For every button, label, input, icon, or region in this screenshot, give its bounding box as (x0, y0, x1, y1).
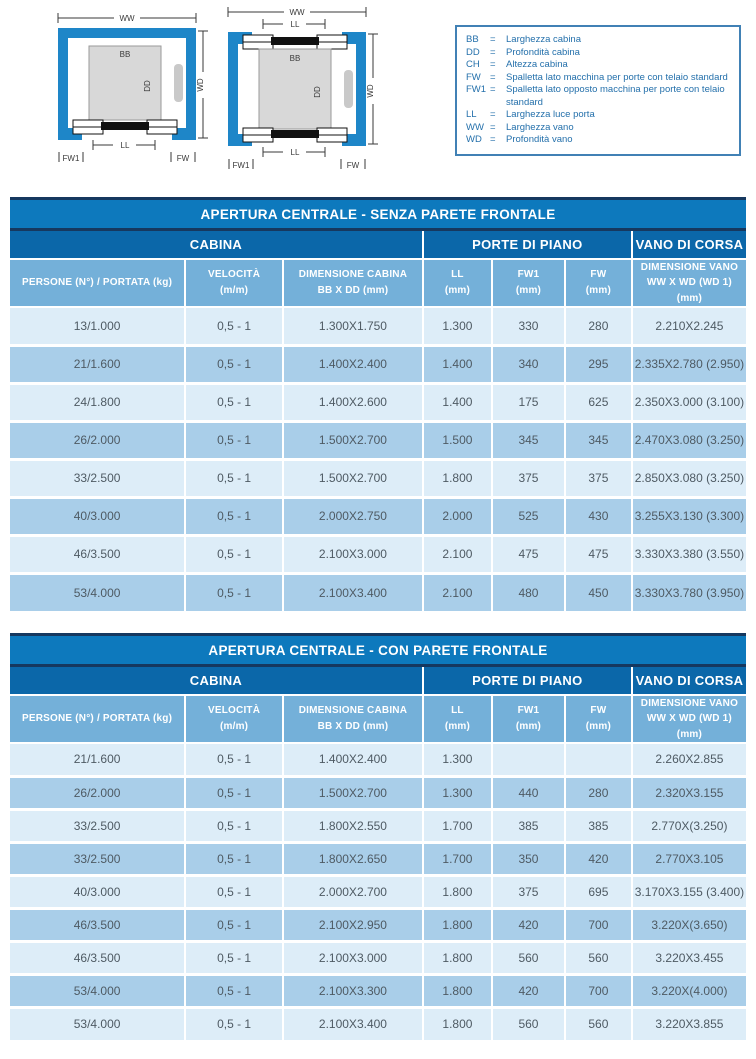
cell: 53/4.000 (10, 1007, 185, 1040)
cell: 0,5 - 1 (185, 497, 283, 535)
cell: 0,5 - 1 (185, 743, 283, 776)
cell: 2.100X3.000 (283, 535, 423, 573)
legend-description: Larghezza cabina (506, 34, 581, 45)
door-jamb-left (73, 120, 103, 127)
cell: 33/2.500 (10, 842, 185, 875)
legend-symbol: BB (466, 34, 479, 45)
dim-label-ll: LL (290, 20, 300, 29)
cell: 0,5 - 1 (185, 345, 283, 383)
cell: 1.500 (423, 421, 492, 459)
dim-label-dd: DD (143, 80, 152, 92)
door-jamb-right (147, 127, 177, 134)
legend-equals: = (490, 34, 496, 45)
cell: 2.210X2.245 (632, 307, 746, 345)
table-row (10, 908, 746, 941)
table-row (10, 573, 746, 611)
cell: 1.400 (423, 345, 492, 383)
cell: 2.335X2.780 (2.950) (632, 345, 746, 383)
cell: 1.700 (423, 842, 492, 875)
cell: 2.000X2.700 (283, 875, 423, 908)
shaft-plan-through-entrance-diagram (212, 4, 382, 172)
cell: 26/2.000 (10, 776, 185, 809)
column-header: PERSONE (N°) / PORTATA (kg) (10, 259, 185, 308)
cell: 0,5 - 1 (185, 776, 283, 809)
cell: 330 (492, 307, 565, 345)
cell: 420 (492, 974, 565, 1007)
cell: 2.100X3.000 (283, 941, 423, 974)
cell: 1.500X2.700 (283, 421, 423, 459)
column-header: FW (mm) (565, 259, 632, 308)
cell: 0,5 - 1 (185, 908, 283, 941)
legend-symbol: FW (466, 71, 481, 83)
shaft-wall-right (356, 32, 366, 146)
cell: 1.400 (423, 383, 492, 421)
dim-label-ll: LL (290, 148, 300, 157)
cell: 33/2.500 (10, 809, 185, 842)
cell: 560 (492, 941, 565, 974)
table-row (10, 421, 746, 459)
table-row (10, 383, 746, 421)
legend-equals: = (490, 121, 496, 133)
cell: 175 (492, 383, 565, 421)
cell: 3.220X(3.650) (632, 908, 746, 941)
door-jamb-right (317, 135, 347, 142)
cell: 560 (565, 1007, 632, 1040)
legend-symbol: LL (466, 109, 477, 121)
dim-label-wd: WD (366, 84, 375, 98)
cell: 375 (565, 459, 632, 497)
cell: 0,5 - 1 (185, 535, 283, 573)
legend-item (466, 122, 730, 135)
cell: 1.500X2.700 (283, 459, 423, 497)
cell: 295 (565, 345, 632, 383)
cell: 385 (492, 809, 565, 842)
door-jamb-left (243, 35, 273, 42)
cell: 1.800 (423, 459, 492, 497)
table-apertura-senza-parete-frontale (10, 197, 746, 611)
cell: 2.100X2.950 (283, 908, 423, 941)
dimension-legend (455, 25, 741, 156)
table-title-bar (10, 199, 746, 230)
legend-item (466, 84, 730, 109)
cell: 1.400X2.600 (283, 383, 423, 421)
cell: 0,5 - 1 (185, 875, 283, 908)
table-body (10, 307, 746, 611)
cell: 525 (492, 497, 565, 535)
cell: 2.260X2.855 (632, 743, 746, 776)
shaft-plan-single-entrance-diagram (42, 4, 212, 172)
legend-equals: = (490, 134, 496, 146)
column-header: FW (mm) (565, 695, 632, 744)
legend-equals: = (490, 46, 496, 58)
legend-description: Spalletta lato macchina per porte con telaio standard (506, 71, 728, 83)
cell: 430 (565, 497, 632, 535)
cell: 21/1.600 (10, 743, 185, 776)
cell: 21/1.600 (10, 345, 185, 383)
legend-equals: = (490, 71, 496, 83)
shaft-wall-top (58, 28, 196, 38)
group-header-vano-di-corsa: VANO DI CORSA (632, 666, 746, 695)
door-jamb-right (317, 35, 347, 42)
cell: 440 (492, 776, 565, 809)
table-row (10, 941, 746, 974)
cell: 0,5 - 1 (185, 974, 283, 1007)
dim-label-fw: FW (346, 161, 360, 170)
cell: 1.300 (423, 743, 492, 776)
legend-item (466, 34, 730, 47)
cell: 2.100 (423, 573, 492, 611)
column-header: DIMENSIONE VANO WW X WD (WD 1) (mm) (632, 259, 746, 308)
group-header-porte-di-piano: PORTE DI PIANO (423, 666, 632, 695)
cell: 3.255X3.130 (3.300) (632, 497, 746, 535)
table-row (10, 1007, 746, 1040)
dim-label-bb: BB (289, 54, 301, 63)
group-header-porte-di-piano: PORTE DI PIANO (423, 230, 632, 259)
cell (565, 743, 632, 776)
table-body (10, 743, 746, 1040)
cell: 1.800 (423, 941, 492, 974)
cell: 40/3.000 (10, 497, 185, 535)
cell: 1.700 (423, 809, 492, 842)
cell: 560 (492, 1007, 565, 1040)
cell: 420 (565, 842, 632, 875)
table-title: APERTURA CENTRALE - CON PARETE FRONTALE (10, 635, 746, 666)
door-jamb-right (147, 120, 177, 127)
column-header: VELOCITÀ (m/m) (185, 695, 283, 744)
cell: 1.300 (423, 307, 492, 345)
counterweight (344, 70, 353, 108)
table-row (10, 345, 746, 383)
cell: 280 (565, 776, 632, 809)
cell: 475 (565, 535, 632, 573)
cell: 33/2.500 (10, 459, 185, 497)
cell: 2.000 (423, 497, 492, 535)
cell: 1.800 (423, 875, 492, 908)
dim-label-bb: BB (119, 50, 131, 59)
table-column-header-row (10, 259, 746, 308)
legend-item (466, 109, 730, 122)
cell: 625 (565, 383, 632, 421)
table-row (10, 809, 746, 842)
door-jamb-left (243, 128, 273, 135)
door-jamb-left (243, 135, 273, 142)
table-group-header-row (10, 230, 746, 259)
cell: 3.330X3.380 (3.550) (632, 535, 746, 573)
cell: 345 (492, 421, 565, 459)
legend-description: Spalletta lato opposto macchina per porte con telaio standard (506, 84, 725, 108)
cell: 1.500X2.700 (283, 776, 423, 809)
cell: 385 (565, 809, 632, 842)
cell: 2.470X3.080 (3.250) (632, 421, 746, 459)
column-header: VELOCITÀ (m/m) (185, 259, 283, 308)
cell: 375 (492, 459, 565, 497)
cell: 695 (565, 875, 632, 908)
door-leaf (271, 37, 319, 45)
table-title-bar (10, 635, 746, 666)
legend-description: Larghezza vano (506, 121, 574, 133)
legend-item (466, 47, 730, 60)
cell: 0,5 - 1 (185, 573, 283, 611)
cell: 2.770X(3.250) (632, 809, 746, 842)
shaft-wall-left (58, 28, 68, 140)
legend-equals: = (490, 59, 496, 71)
legend-symbol: WW (466, 121, 484, 133)
dim-label-dd: DD (313, 86, 322, 98)
cell: 350 (492, 842, 565, 875)
cell: 46/3.500 (10, 535, 185, 573)
cell: 2.000X2.750 (283, 497, 423, 535)
table-group-header-row (10, 666, 746, 695)
column-header: FW1 (mm) (492, 695, 565, 744)
cell: 1.400X2.400 (283, 345, 423, 383)
cell: 0,5 - 1 (185, 809, 283, 842)
column-header: DIMENSIONE CABINA BB X DD (mm) (283, 695, 423, 744)
table-row (10, 497, 746, 535)
cell: 450 (565, 573, 632, 611)
cell: 340 (492, 345, 565, 383)
door-jamb-right (317, 42, 347, 49)
cell: 0,5 - 1 (185, 421, 283, 459)
cell: 280 (565, 307, 632, 345)
legend-item (466, 59, 730, 72)
table-title: APERTURA CENTRALE - SENZA PARETE FRONTALE (10, 199, 746, 230)
column-header: LL (mm) (423, 695, 492, 744)
cell: 2.770X3.105 (632, 842, 746, 875)
table-column-header-row (10, 695, 746, 744)
cell: 2.350X3.000 (3.100) (632, 383, 746, 421)
shaft-wall-left (228, 32, 238, 146)
legend-item (466, 134, 730, 147)
table-row (10, 459, 746, 497)
dim-label-ww: WW (289, 8, 305, 17)
cell: 3.220X(4.000) (632, 974, 746, 1007)
cell: 46/3.500 (10, 908, 185, 941)
cell: 1.800 (423, 974, 492, 1007)
group-header-cabina: CABINA (10, 666, 423, 695)
cell: 3.220X3.855 (632, 1007, 746, 1040)
legend-description: Profondità vano (506, 134, 573, 146)
table-row (10, 776, 746, 809)
legend-symbol: FW1 (466, 84, 487, 96)
dim-label-fw1: FW1 (62, 154, 80, 163)
cell: 2.100X3.400 (283, 573, 423, 611)
cell: 53/4.000 (10, 573, 185, 611)
column-header: FW1 (mm) (492, 259, 565, 308)
dim-label-wd: WD (196, 78, 205, 92)
dim-label-fw: FW (176, 154, 190, 163)
cell: 0,5 - 1 (185, 307, 283, 345)
legend-equals: = (490, 84, 496, 96)
legend-description: Profondità cabina (506, 46, 580, 58)
cell: 1.800X2.650 (283, 842, 423, 875)
cell: 0,5 - 1 (185, 842, 283, 875)
legend-equals: = (490, 109, 496, 121)
dim-label-ll: LL (120, 141, 130, 150)
legend-item (466, 72, 730, 85)
table-row (10, 875, 746, 908)
cell: 53/4.000 (10, 974, 185, 1007)
column-header: PERSONE (N°) / PORTATA (kg) (10, 695, 185, 744)
cell: 40/3.000 (10, 875, 185, 908)
cell: 2.100X3.300 (283, 974, 423, 1007)
dim-label-ww: WW (119, 14, 135, 23)
table-row (10, 743, 746, 776)
cell: 0,5 - 1 (185, 1007, 283, 1040)
door-jamb-left (73, 127, 103, 134)
cell: 420 (492, 908, 565, 941)
cell (492, 743, 565, 776)
door-jamb-right (317, 128, 347, 135)
legend-symbol: DD (466, 46, 480, 58)
table-row (10, 535, 746, 573)
cell: 0,5 - 1 (185, 459, 283, 497)
cell: 1.300X1.750 (283, 307, 423, 345)
cell: 3.220X3.455 (632, 941, 746, 974)
cell: 475 (492, 535, 565, 573)
table-row (10, 974, 746, 1007)
cell: 0,5 - 1 (185, 383, 283, 421)
cell: 24/1.800 (10, 383, 185, 421)
cell: 46/3.500 (10, 941, 185, 974)
table-row (10, 307, 746, 345)
cell: 2.100X3.400 (283, 1007, 423, 1040)
cell: 1.800 (423, 908, 492, 941)
column-header: LL (mm) (423, 259, 492, 308)
cell: 0,5 - 1 (185, 941, 283, 974)
cell: 3.330X3.780 (3.950) (632, 573, 746, 611)
legend-symbol: CH (466, 59, 480, 71)
column-header: DIMENSIONE VANO WW X WD (WD 1) (mm) (632, 695, 746, 744)
cell: 2.320X3.155 (632, 776, 746, 809)
cell: 560 (565, 941, 632, 974)
table-row (10, 842, 746, 875)
counterweight (174, 64, 183, 102)
cell: 13/1.000 (10, 307, 185, 345)
dim-label-fw1: FW1 (232, 161, 250, 170)
cell: 480 (492, 573, 565, 611)
cell: 2.850X3.080 (3.250) (632, 459, 746, 497)
door-leaf (101, 122, 149, 130)
door-leaf (271, 130, 319, 138)
cell: 700 (565, 908, 632, 941)
cell: 1.800X2.550 (283, 809, 423, 842)
group-header-cabina: CABINA (10, 230, 423, 259)
cell: 1.800 (423, 1007, 492, 1040)
legend-description: Altezza cabina (506, 59, 568, 71)
legend-symbol: WD (466, 134, 482, 146)
cell: 26/2.000 (10, 421, 185, 459)
cell: 3.170X3.155 (3.400) (632, 875, 746, 908)
shaft-wall-right (186, 28, 196, 140)
group-header-vano-di-corsa: VANO DI CORSA (632, 230, 746, 259)
cell: 1.300 (423, 776, 492, 809)
cell: 700 (565, 974, 632, 1007)
cell: 1.400X2.400 (283, 743, 423, 776)
cell: 375 (492, 875, 565, 908)
column-header: DIMENSIONE CABINA BB X DD (mm) (283, 259, 423, 308)
cell: 2.100 (423, 535, 492, 573)
table-apertura-con-parete-frontale (10, 633, 746, 1040)
door-jamb-left (243, 42, 273, 49)
cell: 345 (565, 421, 632, 459)
legend-description: Larghezza luce porta (506, 109, 595, 121)
